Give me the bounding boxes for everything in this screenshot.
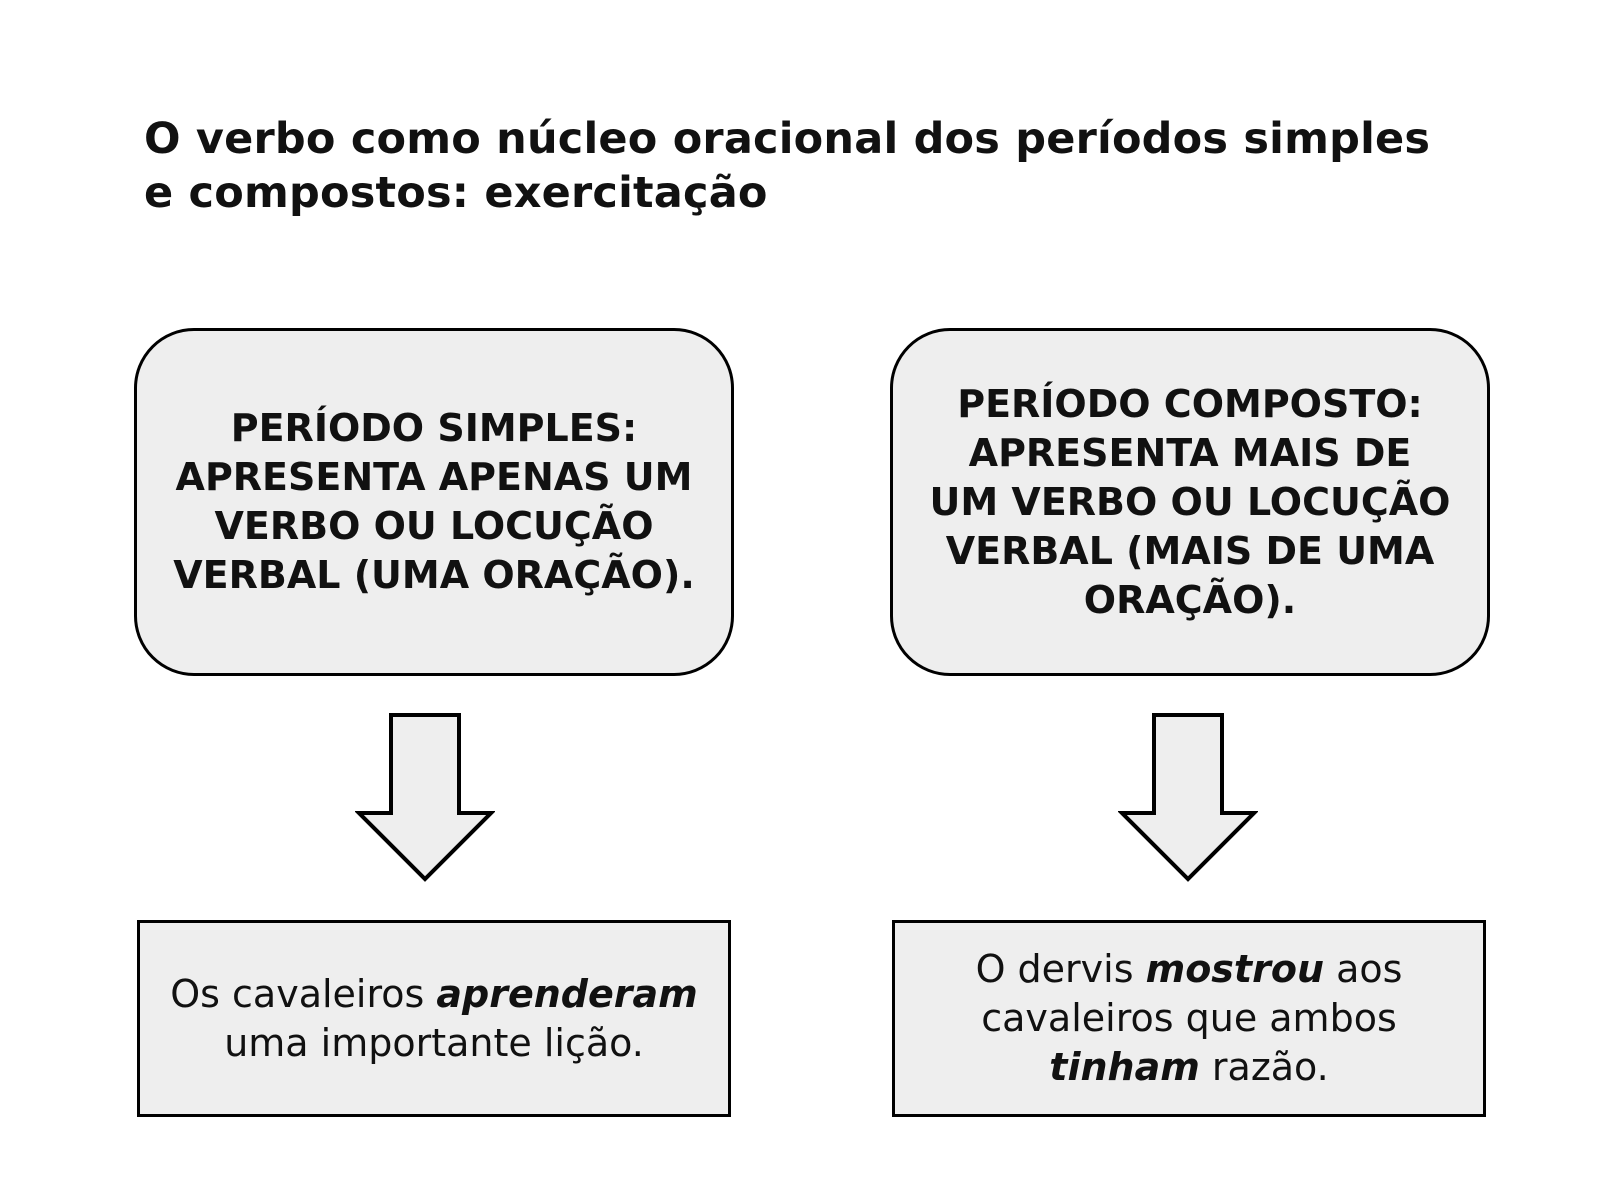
down-arrow-icon (355, 713, 495, 883)
page-title: O verbo como núcleo oracional dos períodos simples e compostos: exercitação (144, 114, 1431, 218)
simple-period-rule-text: PERÍODO SIMPLES: APRESENTA APENAS UM VERBO OU LOCUÇÃO VERBAL (UMA ORAÇÃO). (173, 406, 695, 597)
simple-period-example-text (158, 970, 710, 1068)
simple-period-rule-box (134, 328, 734, 676)
highlighted-verb: tinham (1049, 1045, 1200, 1089)
compound-period-example-text (913, 945, 1465, 1092)
simple-period-example-box (137, 920, 731, 1117)
compound-period-example-box (892, 920, 1486, 1117)
example-text-part: razão. (1199, 1045, 1329, 1089)
example-text-part: uma importante lição. (224, 1020, 644, 1065)
highlighted-verb: aprenderam (436, 971, 698, 1016)
example-text-part: Os cavaleiros (170, 971, 437, 1016)
compound-period-rule-text: PERÍODO COMPOSTO: APRESENTA MAIS DE UM VERBO OU LOCUÇÃO VERBAL (MAIS DE UMA ORAÇÃO). (929, 381, 1451, 622)
down-arrow-icon (1118, 713, 1258, 883)
compound-period-rule-box (890, 328, 1490, 676)
example-text-part: aos cavaleiros que ambos (981, 947, 1403, 1040)
highlighted-verb: mostrou (1145, 947, 1324, 991)
example-text-part: O dervis (975, 947, 1146, 991)
